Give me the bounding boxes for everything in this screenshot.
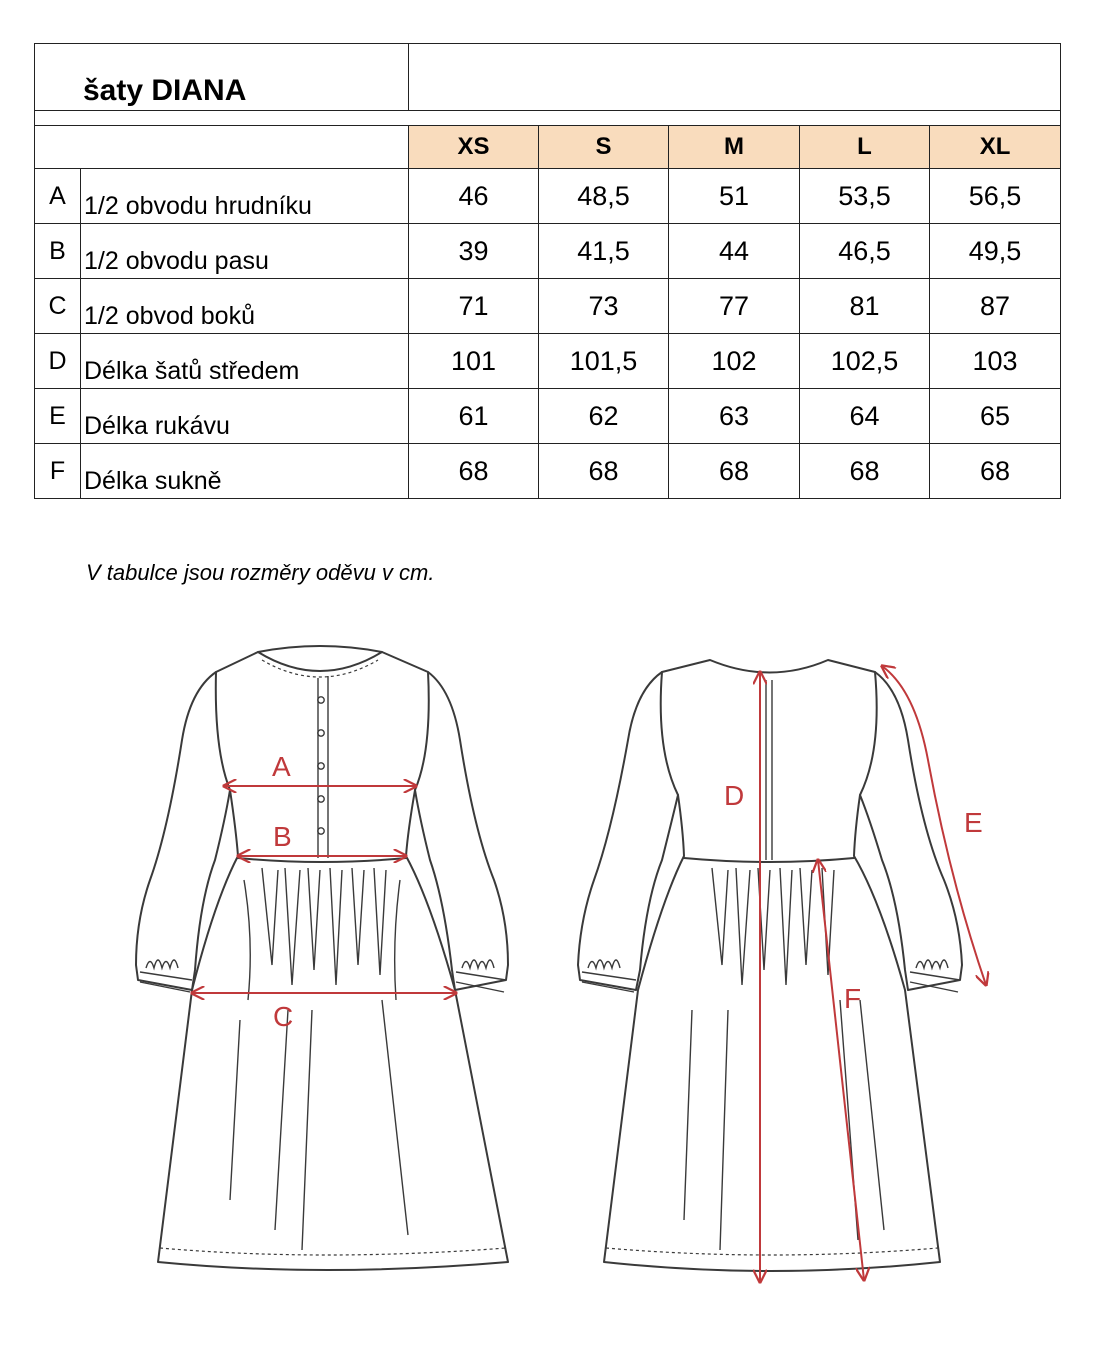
row-label: Délka sukně: [81, 444, 409, 499]
row-label: 1/2 obvodu hrudníku: [81, 169, 409, 224]
size-header-xl: XL: [930, 126, 1061, 169]
size-header-xs: XS: [409, 126, 539, 169]
row-value: 68: [539, 444, 669, 499]
units-note: V tabulce jsou rozměry oděvu v cm.: [86, 560, 435, 585]
row-value: 62: [539, 389, 669, 444]
row-value: 77: [669, 279, 800, 334]
size-header-s: S: [539, 126, 669, 169]
row-value: 44: [669, 224, 800, 279]
measure-f-line: [818, 860, 864, 1280]
row-value: 87: [930, 279, 1061, 334]
size-header-m: M: [669, 126, 800, 169]
row-label: 1/2 obvod boků: [81, 279, 409, 334]
row-value: 64: [800, 389, 930, 444]
row-value: 68: [930, 444, 1061, 499]
button-icons: [318, 697, 324, 834]
row-letter: B: [35, 224, 81, 279]
measurement-lines: [192, 666, 986, 1282]
row-value: 46: [409, 169, 539, 224]
row-label: 1/2 obvodu pasu: [81, 224, 409, 279]
row-letter: E: [35, 389, 81, 444]
row-value: 101: [409, 334, 539, 389]
row-value: 56,5: [930, 169, 1061, 224]
row-label: Délka šatů středem: [81, 334, 409, 389]
row-value: 48,5: [539, 169, 669, 224]
row-value: 51: [669, 169, 800, 224]
row-letter: F: [35, 444, 81, 499]
row-value: 46,5: [800, 224, 930, 279]
row-letter: C: [35, 279, 81, 334]
label-b: B: [273, 821, 292, 852]
row-value: 41,5: [539, 224, 669, 279]
row-value: 103: [930, 334, 1061, 389]
label-c: C: [273, 1001, 294, 1032]
row-label: Délka rukávu: [81, 389, 409, 444]
row-value: 68: [409, 444, 539, 499]
label-d: D: [724, 780, 745, 811]
row-letter: A: [35, 169, 81, 224]
row-value: 65: [930, 389, 1061, 444]
row-value: 63: [669, 389, 800, 444]
row-value: 102: [669, 334, 800, 389]
label-e: E: [964, 807, 983, 838]
row-value: 73: [539, 279, 669, 334]
label-a: A: [272, 751, 291, 782]
row-value: 49,5: [930, 224, 1061, 279]
row-value: 39: [409, 224, 539, 279]
table-title: šaty DIANA: [35, 44, 409, 111]
dress-front-view: [136, 646, 508, 1270]
row-value: 61: [409, 389, 539, 444]
row-value: 81: [800, 279, 930, 334]
row-value: 53,5: [800, 169, 930, 224]
label-f: F: [844, 983, 862, 1014]
size-header-l: L: [800, 126, 930, 169]
row-value: 102,5: [800, 334, 930, 389]
row-value: 68: [669, 444, 800, 499]
row-value: 71: [409, 279, 539, 334]
dress-back-view: [578, 660, 962, 1271]
row-letter: D: [35, 334, 81, 389]
row-value: 68: [800, 444, 930, 499]
row-value: 101,5: [539, 334, 669, 389]
